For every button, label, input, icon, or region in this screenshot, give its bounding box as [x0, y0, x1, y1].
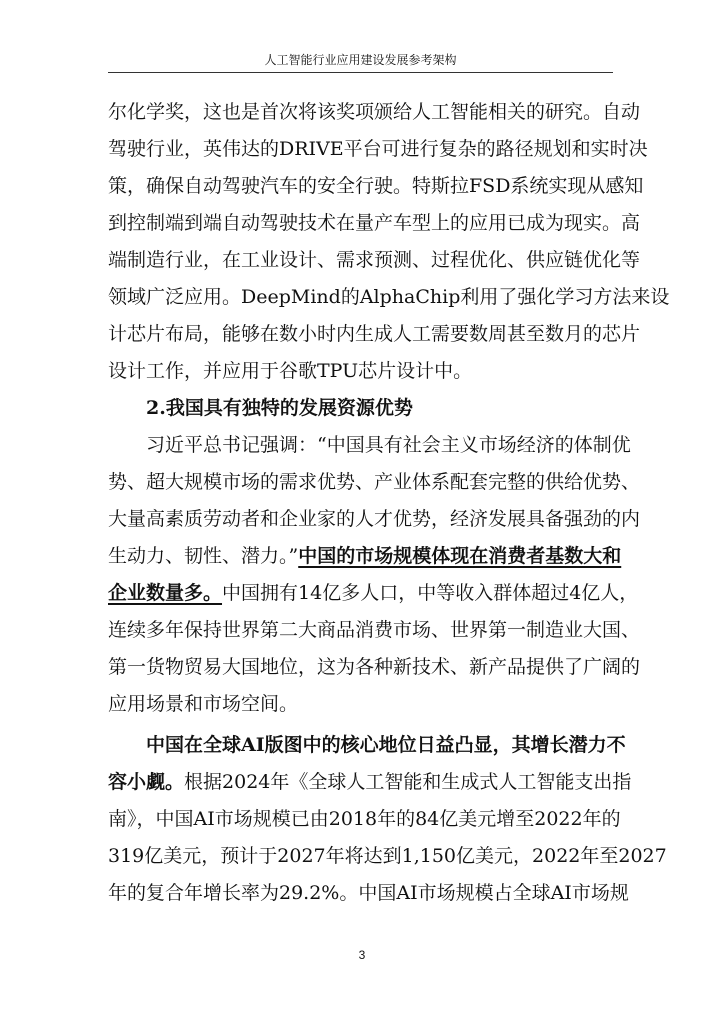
text-line: 应用场景和市场空间。	[108, 693, 299, 715]
text-line: 第一货物贸易大国地位，这为各种新技术、新产品提供了广阔的	[108, 656, 641, 678]
text-line: 尔化学奖，这也是首次将该奖项颁给人工智能相关的研究。自动	[108, 101, 641, 123]
paragraph-ai-applications	[108, 94, 670, 390]
text-line: 势、超大规模市场的需求优势、产业体系配套完整的供给优势、	[108, 471, 641, 493]
text-line: 到控制端到端自动驾驶技术在量产车型上的应用已成为现实。高	[108, 212, 641, 234]
emphasis-underlined: 中国的市场规模体现在消费者基数大和	[298, 545, 622, 567]
text-line: 319亿美元，预计于2027年将达到1,150亿美元，2022年至2027	[108, 845, 667, 867]
text-line: 端制造行业，在工业设计、需求预测、过程优化、供应链优化等	[108, 249, 641, 271]
text-line: 策，确保自动驾驶汽车的安全行驶。特斯拉FSD系统实现从感知	[108, 175, 644, 197]
emphasis-bold: 容小觑。	[108, 771, 185, 793]
emphasis-underlined: 企业数量多。	[108, 582, 223, 604]
text-line: 中国在全球AI版图中的核心地位日益凸显，其增长潜力不	[146, 734, 626, 756]
paragraph-resource-advantages	[108, 427, 641, 723]
text-run: 根据2024年《全球人工智能和生成式人工智能支出指	[184, 771, 632, 793]
text-line: 年的复合年增长率为29.2%。中国AI市场规模占全球AI市场规	[108, 882, 629, 904]
text-line	[108, 575, 639, 612]
text-run: 生动力、韧性、潜力。”	[108, 545, 299, 567]
text-line: 领域广泛应用。DeepMind的AlphaChip利用了强化学习方法来设	[108, 286, 670, 308]
page-header: 人工智能行业应用建设发展参考架构	[108, 48, 613, 73]
text-run: 中国拥有14亿多人口，中等收入群体超过4亿人，	[222, 582, 639, 604]
page-number: 3	[358, 948, 366, 962]
text-line: 大量高素质劳动者和企业家的人才优势，经济发展具备强劲的内	[108, 508, 641, 530]
text-line	[108, 764, 632, 801]
section-heading: 2.我国具有独特的发展资源优势	[146, 397, 413, 419]
text-line: 驾驶行业，英伟达的DRIVE平台可进行复杂的路径规划和实时决	[108, 138, 648, 160]
text-line: 习近平总书记强调：“中国具有社会主义市场经济的体制优	[146, 434, 631, 456]
text-line: 连续多年保持世界第二大商品消费市场、世界第一制造业大国、	[108, 619, 641, 641]
text-line: 南》，中国AI市场规模已由2018年的84亿美元增至2022年的	[108, 808, 621, 830]
document-body	[108, 94, 670, 912]
text-line: 设计工作，并应用于谷歌TPU芯片设计中。	[108, 360, 473, 382]
text-line: 计芯片布局，能够在数小时内生成人工需要数周甚至数月的芯片	[108, 323, 641, 345]
text-line	[108, 538, 622, 575]
paragraph-china-ai-market	[108, 727, 667, 912]
